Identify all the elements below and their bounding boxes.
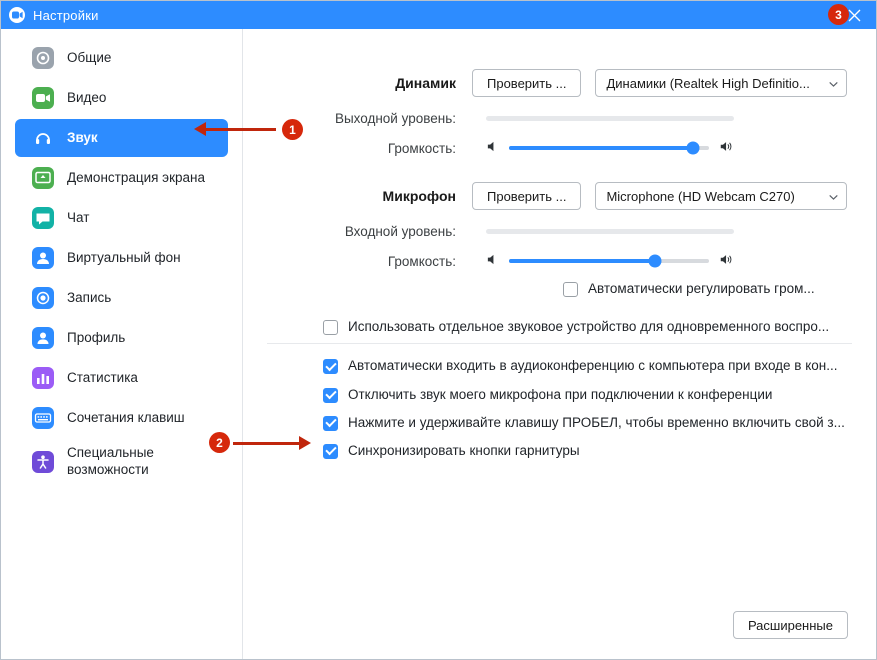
microphone-device-select[interactable]	[595, 182, 847, 210]
arrow-shaft	[206, 128, 276, 131]
arrow-head-icon	[194, 122, 206, 136]
separate-audio-device-label: Использовать отдельное звуковое устройство для одновременного воспро...	[348, 319, 830, 335]
video-camera-icon	[31, 86, 55, 110]
sidebar-item-label: Демонстрация экрана	[67, 170, 205, 186]
microphone-volume-knob[interactable]	[649, 255, 662, 268]
sidebar-item-recording[interactable]	[15, 279, 228, 317]
microphone-volume-row	[267, 253, 852, 269]
speaker-low-icon	[486, 140, 499, 156]
sidebar-item-label: Звук	[67, 130, 98, 146]
microphone-device-value: Microphone (HD Webcam C270)	[606, 188, 795, 204]
profile-person-icon	[31, 326, 55, 350]
speaker-test-button[interactable]: Проверить ...	[472, 69, 581, 97]
microphone-row	[267, 182, 852, 210]
title-bar	[1, 1, 876, 29]
sidebar-item-label: Видео	[67, 90, 107, 106]
separate-audio-device-checkbox[interactable]	[323, 320, 338, 335]
microphone-section-label: Микрофон	[382, 188, 456, 204]
microphone-volume-label: Громкость:	[387, 253, 456, 269]
speaker-volume-slider[interactable]	[486, 140, 734, 156]
microphone-volume-slider[interactable]	[486, 253, 734, 269]
arrow-head-icon	[299, 436, 311, 450]
sidebar-item-label: Сочетания клавиш	[67, 410, 185, 426]
microphone-volume-fill	[509, 259, 655, 263]
person-background-icon	[31, 246, 55, 270]
speaker-section-label: Динамик	[395, 75, 456, 91]
chat-bubble-icon	[31, 206, 55, 230]
window-body	[1, 29, 876, 659]
speaker-high-icon	[719, 140, 734, 156]
list-item[interactable]	[323, 387, 852, 403]
auto-join-audio-label: Автоматически входить в аудиоконференцию с компьютера при входе в кон...	[348, 358, 838, 374]
speaker-row	[267, 69, 852, 97]
sidebar-item-virtual-background[interactable]	[15, 239, 228, 277]
push-to-talk-space-label: Нажмите и удерживайте клавишу ПРОБЕЛ, чтобы временно включить свой з...	[348, 414, 845, 430]
sidebar-item-label: Специальные возможности	[67, 445, 154, 477]
window-title: Настройки	[33, 7, 99, 23]
audio-settings-panel	[243, 29, 876, 659]
mute-on-join-label: Отключить звук моего микрофона при подключении к конференции	[348, 386, 773, 402]
microphone-low-icon	[486, 253, 499, 269]
sidebar-item-label: Статистика	[67, 370, 138, 386]
arrow-shaft	[233, 442, 299, 445]
list-item[interactable]	[323, 415, 852, 431]
annotation-badge-2: 2	[209, 432, 230, 453]
annotation-badge-3: 3	[828, 4, 849, 25]
annotation-arrow-2	[233, 437, 311, 449]
chevron-down-icon	[829, 189, 838, 204]
sidebar-item-label: Запись	[67, 290, 112, 306]
bar-chart-icon	[31, 366, 55, 390]
speaker-volume-track[interactable]	[509, 146, 709, 150]
auto-join-audio-checkbox[interactable]	[323, 359, 338, 374]
microphone-test-button[interactable]: Проверить ...	[472, 182, 581, 210]
microphone-input-level-row	[267, 224, 852, 239]
sidebar-item-label: Профиль	[67, 330, 126, 346]
zoom-camera-icon	[9, 7, 25, 23]
speaker-volume-label: Громкость:	[387, 140, 456, 156]
speaker-output-level-label: Выходной уровень:	[334, 111, 456, 126]
sidebar-item-accessibility[interactable]	[15, 439, 228, 485]
sidebar-item-shortcuts[interactable]	[15, 399, 228, 437]
sidebar-item-screen-share[interactable]	[15, 159, 228, 197]
sidebar-item-general[interactable]	[15, 39, 228, 77]
options-divider	[267, 343, 852, 344]
push-to-talk-space-checkbox[interactable]	[323, 416, 338, 431]
mute-on-join-checkbox[interactable]	[323, 388, 338, 403]
speaker-device-select[interactable]	[595, 69, 847, 97]
microphone-input-level-label: Входной уровень:	[344, 224, 456, 239]
microphone-high-icon	[719, 253, 734, 269]
sidebar-item-statistics[interactable]	[15, 359, 228, 397]
microphone-volume-track[interactable]	[509, 259, 709, 263]
microphone-input-level-meter	[486, 229, 734, 234]
keyboard-icon	[31, 406, 55, 430]
speaker-output-level-meter	[486, 116, 734, 121]
speaker-device-value: Динамики (Realtek High Definitio...	[606, 75, 810, 91]
accessibility-icon	[31, 450, 55, 474]
sync-headset-buttons-checkbox[interactable]	[323, 444, 338, 459]
screen-share-icon	[31, 166, 55, 190]
auto-adjust-volume-checkbox[interactable]	[563, 282, 578, 297]
speaker-volume-knob[interactable]	[687, 142, 700, 155]
sidebar-item-label: Виртуальный фон	[67, 250, 181, 266]
speaker-output-level-row	[267, 111, 852, 126]
separate-audio-device-checkbox-row[interactable]	[323, 319, 852, 335]
sync-headset-buttons-label: Синхронизировать кнопки гарнитуры	[348, 442, 580, 458]
headphones-icon	[31, 126, 55, 150]
auto-adjust-volume-label: Автоматически регулировать гром...	[588, 281, 815, 296]
annotation-arrow-1	[194, 123, 276, 135]
sidebar-item-chat[interactable]	[15, 199, 228, 237]
list-item[interactable]	[323, 443, 852, 459]
sidebar-item-label: Общие	[67, 50, 112, 66]
gear-icon	[31, 46, 55, 70]
chevron-down-icon	[829, 76, 838, 91]
list-item[interactable]	[323, 358, 852, 374]
annotation-badge-1: 1	[282, 119, 303, 140]
advanced-button[interactable]: Расширенные	[733, 611, 848, 639]
speaker-volume-fill	[509, 146, 693, 150]
sidebar-item-profile[interactable]	[15, 319, 228, 357]
sidebar-item-label: Чат	[67, 210, 90, 226]
sidebar-item-video[interactable]	[15, 79, 228, 117]
speaker-volume-row	[267, 140, 852, 156]
advanced-button-container	[733, 611, 848, 639]
audio-options-list	[323, 358, 852, 459]
record-circle-icon	[31, 286, 55, 310]
auto-adjust-volume-checkbox-row[interactable]	[563, 281, 852, 297]
